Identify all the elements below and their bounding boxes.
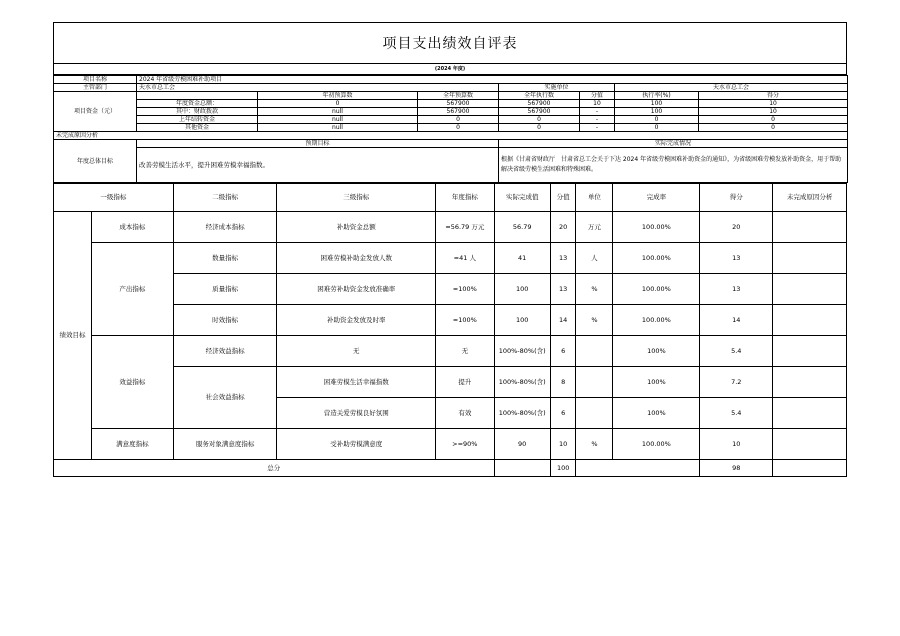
level1-satisfaction: 满意度指标	[91, 429, 173, 460]
perf-header-rate: 完成率	[613, 184, 700, 212]
perf-header-reason: 未完成原因分析	[773, 184, 847, 212]
reason-cell	[773, 336, 847, 367]
total-score: 98	[700, 460, 773, 477]
funds-row-label: 上年结转资金	[137, 116, 258, 124]
unit-cell: 人	[576, 243, 613, 274]
target-cell: ≈56.79 万元	[436, 212, 494, 243]
reason-cell	[773, 243, 847, 274]
level3-cell: 困难劳模补助金发放人数	[277, 243, 436, 274]
funds-cell: -	[580, 116, 615, 124]
score-max-cell: 14	[550, 305, 576, 336]
perf-header-level3: 三级指标	[277, 184, 436, 212]
level3-cell: 补助资金总额	[277, 212, 436, 243]
reason-cell	[773, 367, 847, 398]
funds-cell: 10	[699, 108, 848, 116]
funds-cell: 0	[258, 100, 418, 108]
funds-cell: 0	[699, 124, 848, 132]
unit-cell	[576, 398, 613, 429]
score-cell: 14	[700, 305, 773, 336]
unit-cell: %	[576, 274, 613, 305]
expected-goal-header: 预期目标	[137, 140, 499, 148]
score-max-cell: 8	[550, 367, 576, 398]
sheet-title	[53, 22, 847, 64]
funds-cell: null	[258, 116, 418, 124]
score-max-cell: 20	[550, 212, 576, 243]
level2-cell: 经济成本指标	[173, 212, 276, 243]
funds-cell: 567900	[418, 108, 499, 116]
impl-unit-value: 天水市总工会	[615, 84, 848, 92]
funds-cell: 567900	[418, 100, 499, 108]
actual-cell: 100%-80%(含)	[494, 336, 550, 367]
level3-cell: 困难劳补助资金发放准确率	[277, 274, 436, 305]
funds-cell: -	[580, 124, 615, 132]
actual-cell: 100%-80%(含)	[494, 398, 550, 429]
unit-cell: %	[576, 305, 613, 336]
rate-cell: 100%	[613, 398, 700, 429]
funds-header: 年初预算数	[258, 92, 418, 100]
rate-cell: 100.00%	[613, 212, 700, 243]
actual-cell: 100	[494, 305, 550, 336]
actual-cell: 56.79	[494, 212, 550, 243]
rate-cell: 100.00%	[613, 243, 700, 274]
reason-cell	[773, 212, 847, 243]
level2-cell: 社会效益指标	[173, 367, 276, 429]
funds-row-label: 年度资金总额：	[137, 100, 258, 108]
level1-output: 产出指标	[91, 243, 173, 336]
score-cell: 7.2	[700, 367, 773, 398]
score-max-cell: 10	[550, 429, 576, 460]
perf-section-label: 绩效目标	[54, 212, 92, 460]
total-reason-blank	[773, 460, 847, 477]
funds-cell: 567900	[499, 108, 580, 116]
target-cell: ≈100%	[436, 305, 494, 336]
project-name-value: 2024 年省级劳模困难补助项目	[137, 76, 848, 84]
level3-cell: 补助资金发放及时率	[277, 305, 436, 336]
funds-cell: 0	[699, 116, 848, 124]
actual-cell: 100%-80%(含)	[494, 367, 550, 398]
level2-cell: 经济效益指标	[173, 336, 276, 367]
funds-cell: 0	[418, 116, 499, 124]
funds-cell: 100	[615, 108, 699, 116]
funds-header: 全年执行数	[499, 92, 580, 100]
unfinished-analysis-label: 未完成原因分析	[54, 132, 848, 140]
level2-cell: 质量指标	[173, 274, 276, 305]
rate-cell: 100%	[613, 367, 700, 398]
actual-cell: 41	[494, 243, 550, 274]
funds-header: 全年预算数	[418, 92, 499, 100]
funds-cell: 0	[615, 124, 699, 132]
actual-goal-text: 根据《甘肃省财政厅 甘肃省总工会关于下达 2024 年省级劳模困难补助资金的通知》，为省级困难劳模发放补助资金，用于帮助解决省级劳模生活困难和特殊困难。	[499, 148, 848, 183]
funds-cell: 10	[580, 100, 615, 108]
funds-header: 得分	[699, 92, 848, 100]
funds-cell: 10	[699, 100, 848, 108]
funds-cell: null	[258, 124, 418, 132]
reason-cell	[773, 429, 847, 460]
unit-cell	[576, 336, 613, 367]
year-label: (2024 年度)	[434, 66, 466, 72]
level3-cell: 受补助劳模满意度	[277, 429, 436, 460]
level2-cell: 数量指标	[173, 243, 276, 274]
funds-section-label: 项目资金（元）	[54, 92, 137, 132]
target-cell: ≈41 人	[436, 243, 494, 274]
performance-table	[53, 183, 847, 477]
level1-benefit: 效益指标	[91, 336, 173, 429]
score-max-cell: 6	[550, 336, 576, 367]
rate-cell: 100.00%	[613, 274, 700, 305]
funds-cell: 0	[418, 124, 499, 132]
evaluation-sheet	[53, 22, 847, 477]
score-max-cell: 13	[550, 243, 576, 274]
rate-cell: 100.00%	[613, 429, 700, 460]
target-cell: >=90%	[436, 429, 494, 460]
actual-cell: 100	[494, 274, 550, 305]
perf-header-level1: 一级指标	[54, 184, 174, 212]
funds-row-label: 其他资金	[137, 124, 258, 132]
perf-header-level2: 二级指标	[173, 184, 276, 212]
total-max: 100	[550, 460, 576, 477]
funds-cell: 0	[499, 124, 580, 132]
score-max-cell: 13	[550, 274, 576, 305]
perf-header-score-max: 分值	[550, 184, 576, 212]
unit-cell: %	[576, 429, 613, 460]
funds-header: 分值	[580, 92, 615, 100]
score-cell: 13	[700, 274, 773, 305]
funds-cell: null	[258, 108, 418, 116]
perf-header-unit: 单位	[576, 184, 613, 212]
score-cell: 5.4	[700, 336, 773, 367]
funds-cell: 567900	[499, 100, 580, 108]
perf-header-score: 得分	[700, 184, 773, 212]
year-row	[53, 64, 847, 75]
total-label: 总分	[54, 460, 495, 477]
funds-header: 执行率(%)	[615, 92, 699, 100]
level3-cell: 无	[277, 336, 436, 367]
unit-cell	[576, 367, 613, 398]
level2-cell: 服务对象满意度指标	[173, 429, 276, 460]
target-cell: ≈100%	[436, 274, 494, 305]
funds-cell: 100	[615, 100, 699, 108]
reason-cell	[773, 398, 847, 429]
project-name-label: 项目名称	[54, 76, 137, 84]
rate-cell: 100%	[613, 336, 700, 367]
score-cell: 10	[700, 429, 773, 460]
rate-cell: 100.00%	[613, 305, 700, 336]
funds-cell: -	[580, 108, 615, 116]
impl-unit-label: 实施单位	[499, 84, 615, 92]
target-cell: 无	[436, 336, 494, 367]
actual-goal-header: 实际完成情况	[499, 140, 848, 148]
unit-cell: 万元	[576, 212, 613, 243]
level2-cell: 时效指标	[173, 305, 276, 336]
sheet-title-text: 项目支出绩效自评表	[382, 36, 518, 52]
info-table	[53, 75, 848, 183]
dept-value: 天水市总工会	[137, 84, 499, 92]
score-cell: 5.4	[700, 398, 773, 429]
score-cell: 13	[700, 243, 773, 274]
expected-goal-text: 改善劳模生活水平，提升困难劳模幸福指数。	[137, 148, 499, 183]
reason-cell	[773, 305, 847, 336]
annual-goal-label: 年度总体目标	[54, 140, 137, 183]
level3-cell: 营造关爱劳模良好氛围	[277, 398, 436, 429]
funds-row-label: 其中：财政拨款	[137, 108, 258, 116]
funds-header-blank	[137, 92, 258, 100]
funds-cell: 0	[615, 116, 699, 124]
score-max-cell: 6	[550, 398, 576, 429]
target-cell: 提升	[436, 367, 494, 398]
perf-header-actual: 实际完成值	[494, 184, 550, 212]
score-cell: 20	[700, 212, 773, 243]
reason-cell	[773, 274, 847, 305]
target-cell: 有效	[436, 398, 494, 429]
total-actual-blank	[494, 460, 550, 477]
perf-header-target: 年度指标	[436, 184, 494, 212]
level3-cell: 困难劳模生活幸福指数	[277, 367, 436, 398]
funds-cell: 0	[499, 116, 580, 124]
level1-cost: 成本指标	[91, 212, 173, 243]
dept-label: 主管部门	[54, 84, 137, 92]
total-blank	[576, 460, 700, 477]
actual-cell: 90	[494, 429, 550, 460]
